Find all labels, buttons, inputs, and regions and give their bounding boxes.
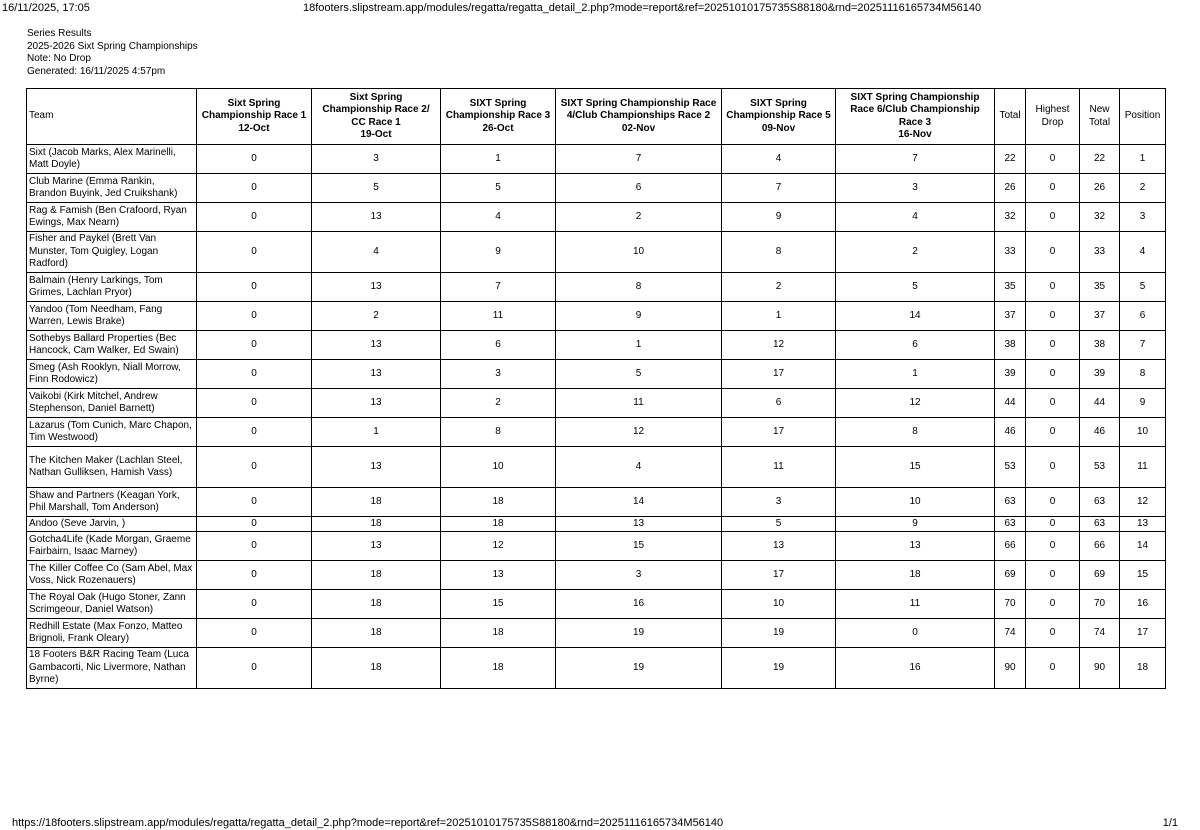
race-3-score: 1 xyxy=(441,145,556,174)
race-2-score: 18 xyxy=(312,561,441,590)
highest-drop-cell: 0 xyxy=(1026,232,1080,273)
position-cell: 2 xyxy=(1120,174,1166,203)
race-6-score: 0 xyxy=(836,619,995,648)
team-cell: Club Marine (Emma Rankin, Brandon Buyink, Jed Cruikshank) xyxy=(27,174,197,203)
highest-drop-cell: 0 xyxy=(1026,273,1080,302)
race-2-score: 2 xyxy=(312,302,441,331)
highest-drop-cell: 0 xyxy=(1026,331,1080,360)
race-2-score: 13 xyxy=(312,203,441,232)
race-4-score: 13 xyxy=(556,517,722,532)
new-total-cell: 44 xyxy=(1080,389,1120,418)
race-4-score: 12 xyxy=(556,418,722,447)
total-cell: 37 xyxy=(995,302,1026,331)
race-5-score: 8 xyxy=(722,232,836,273)
table-row xyxy=(27,389,1166,418)
print-footer xyxy=(0,815,1200,830)
race-6-score: 3 xyxy=(836,174,995,203)
table-row xyxy=(27,203,1166,232)
highest-drop-cell: 0 xyxy=(1026,302,1080,331)
total-cell: 63 xyxy=(995,517,1026,532)
race-4-score: 9 xyxy=(556,302,722,331)
position-cell: 18 xyxy=(1120,648,1166,689)
col-header-race-1 xyxy=(197,89,312,145)
race-5-score: 17 xyxy=(722,360,836,389)
new-total-cell: 90 xyxy=(1080,648,1120,689)
team-cell: The Kitchen Maker (Lachlan Steel, Nathan Gulliksen, Hamish Vass) xyxy=(27,447,197,488)
table-row xyxy=(27,418,1166,447)
new-total-cell: 26 xyxy=(1080,174,1120,203)
highest-drop-cell: 0 xyxy=(1026,648,1080,689)
new-total-cell: 33 xyxy=(1080,232,1120,273)
table-row xyxy=(27,302,1166,331)
race-5-score: 19 xyxy=(722,648,836,689)
table-row xyxy=(27,331,1166,360)
team-cell: Smeg (Ash Rooklyn, Niall Morrow, Finn Rodowicz) xyxy=(27,360,197,389)
series-info xyxy=(27,28,198,78)
race-1-score: 0 xyxy=(197,360,312,389)
highest-drop-cell: 0 xyxy=(1026,360,1080,389)
results-table xyxy=(26,88,1166,689)
series-heading: Series Results xyxy=(27,28,92,39)
col-header-team: Team xyxy=(27,89,197,145)
highest-drop-cell: 0 xyxy=(1026,517,1080,532)
race-5-score: 1 xyxy=(722,302,836,331)
race-3-score: 18 xyxy=(441,619,556,648)
race-4-score: 10 xyxy=(556,232,722,273)
race-2-score: 18 xyxy=(312,590,441,619)
position-cell: 12 xyxy=(1120,488,1166,517)
race-1-score: 0 xyxy=(197,174,312,203)
series-title: 2025-2026 Sixt Spring Championships xyxy=(27,40,198,52)
print-page-url: 18footers.slipstream.app/modules/regatta/regatta_detail_2.php?mode=report&ref=20251010175735S88180&rnd=20251116165734M56140 xyxy=(303,2,982,14)
total-cell: 22 xyxy=(995,145,1026,174)
position-cell: 14 xyxy=(1120,532,1166,561)
position-cell: 9 xyxy=(1120,389,1166,418)
position-cell: 11 xyxy=(1120,447,1166,488)
race-4-score: 14 xyxy=(556,488,722,517)
total-cell: 26 xyxy=(995,174,1026,203)
race-3-score: 6 xyxy=(441,331,556,360)
new-total-cell: 39 xyxy=(1080,360,1120,389)
race-date: 19-Oct xyxy=(360,129,392,140)
race-2-score: 13 xyxy=(312,331,441,360)
position-cell: 7 xyxy=(1120,331,1166,360)
total-cell: 33 xyxy=(995,232,1026,273)
race-1-score: 0 xyxy=(197,273,312,302)
table-row xyxy=(27,488,1166,517)
total-cell: 46 xyxy=(995,418,1026,447)
team-cell: 18 Footers B&R Racing Team (Luca Gambacorti, Nic Livermore, Nathan Byrne) xyxy=(27,648,197,689)
race-2-score: 18 xyxy=(312,517,441,532)
table-row xyxy=(27,561,1166,590)
table-row xyxy=(27,517,1166,532)
team-cell: Sixt (Jacob Marks, Alex Marinelli, Matt Doyle) xyxy=(27,145,197,174)
highest-drop-cell: 0 xyxy=(1026,590,1080,619)
position-cell: 6 xyxy=(1120,302,1166,331)
race-2-score: 18 xyxy=(312,619,441,648)
team-cell: Shaw and Partners (Keagan York, Phil Marshall, Tom Anderson) xyxy=(27,488,197,517)
race-2-score: 13 xyxy=(312,447,441,488)
race-3-score: 11 xyxy=(441,302,556,331)
race-6-score: 12 xyxy=(836,389,995,418)
race-name: SIXT Spring Championship Race 6/Club Championship Race 3 xyxy=(850,91,980,128)
race-6-score: 8 xyxy=(836,418,995,447)
race-6-score: 10 xyxy=(836,488,995,517)
race-1-score: 0 xyxy=(197,561,312,590)
total-cell: 63 xyxy=(995,488,1026,517)
highest-drop-cell: 0 xyxy=(1026,447,1080,488)
race-3-score: 15 xyxy=(441,590,556,619)
race-5-score: 3 xyxy=(722,488,836,517)
race-5-score: 2 xyxy=(722,273,836,302)
race-5-score: 6 xyxy=(722,389,836,418)
col-header-race-2 xyxy=(312,89,441,145)
header-row xyxy=(27,89,1166,145)
col-header-race-6 xyxy=(836,89,995,145)
race-name: Sixt Spring Championship Race 1 xyxy=(201,97,307,122)
race-6-score: 15 xyxy=(836,447,995,488)
race-2-score: 4 xyxy=(312,232,441,273)
race-3-score: 2 xyxy=(441,389,556,418)
race-2-score: 3 xyxy=(312,145,441,174)
print-header xyxy=(0,0,1200,16)
position-cell: 8 xyxy=(1120,360,1166,389)
table-row xyxy=(27,360,1166,389)
race-1-score: 0 xyxy=(197,447,312,488)
race-date: 12-Oct xyxy=(238,122,270,134)
total-cell: 90 xyxy=(995,648,1026,689)
race-1-score: 0 xyxy=(197,517,312,532)
col-header-race-3 xyxy=(441,89,556,145)
highest-drop-cell: 0 xyxy=(1026,619,1080,648)
highest-drop-cell: 0 xyxy=(1026,145,1080,174)
race-1-score: 0 xyxy=(197,203,312,232)
race-1-score: 0 xyxy=(197,488,312,517)
total-cell: 53 xyxy=(995,447,1026,488)
new-total-cell: 74 xyxy=(1080,619,1120,648)
table-row xyxy=(27,145,1166,174)
race-name: SIXT Spring Championship Race 3 xyxy=(445,97,551,122)
position-cell: 5 xyxy=(1120,273,1166,302)
race-date: 16-Nov xyxy=(898,129,932,140)
race-3-score: 18 xyxy=(441,517,556,532)
table-row xyxy=(27,232,1166,273)
new-total-cell: 38 xyxy=(1080,331,1120,360)
race-6-score: 14 xyxy=(836,302,995,331)
race-5-score: 17 xyxy=(722,418,836,447)
team-cell: Andoo (Seve Jarvin, ) xyxy=(27,517,197,532)
race-2-score: 1 xyxy=(312,418,441,447)
race-1-score: 0 xyxy=(197,532,312,561)
team-cell: Sothebys Ballard Properties (Bec Hancock, Cam Walker, Ed Swain) xyxy=(27,331,197,360)
race-3-score: 3 xyxy=(441,360,556,389)
race-2-score: 13 xyxy=(312,273,441,302)
race-4-score: 8 xyxy=(556,273,722,302)
race-5-score: 19 xyxy=(722,619,836,648)
race-4-score: 1 xyxy=(556,331,722,360)
table-row xyxy=(27,174,1166,203)
race-1-score: 0 xyxy=(197,418,312,447)
highest-drop-cell: 0 xyxy=(1026,389,1080,418)
race-3-score: 5 xyxy=(441,174,556,203)
race-4-score: 15 xyxy=(556,532,722,561)
race-name: SIXT Spring Championship Race 4/Club Championships Race 2 xyxy=(560,97,717,122)
team-cell: Gotcha4Life (Kade Morgan, Graeme Fairbairn, Isaac Marney) xyxy=(27,532,197,561)
total-cell: 35 xyxy=(995,273,1026,302)
new-total-cell: 22 xyxy=(1080,145,1120,174)
total-cell: 38 xyxy=(995,331,1026,360)
table-row xyxy=(27,447,1166,488)
position-cell: 16 xyxy=(1120,590,1166,619)
race-name: SIXT Spring Championship Race 5 xyxy=(726,97,831,122)
race-1-score: 0 xyxy=(197,619,312,648)
race-3-score: 18 xyxy=(441,648,556,689)
race-6-score: 2 xyxy=(836,232,995,273)
col-header-highest-drop: Highest Drop xyxy=(1026,89,1080,145)
team-cell: Balmain (Henry Larkings, Tom Grimes, Lachlan Pryor) xyxy=(27,273,197,302)
total-cell: 32 xyxy=(995,203,1026,232)
table-row xyxy=(27,590,1166,619)
col-header-race-5 xyxy=(722,89,836,145)
race-5-score: 13 xyxy=(722,532,836,561)
race-4-score: 6 xyxy=(556,174,722,203)
race-2-score: 13 xyxy=(312,389,441,418)
new-total-cell: 37 xyxy=(1080,302,1120,331)
new-total-cell: 32 xyxy=(1080,203,1120,232)
new-total-cell: 35 xyxy=(1080,273,1120,302)
col-header-position: Position xyxy=(1120,89,1166,145)
race-4-score: 2 xyxy=(556,203,722,232)
highest-drop-cell: 0 xyxy=(1026,488,1080,517)
race-6-score: 9 xyxy=(836,517,995,532)
race-5-score: 4 xyxy=(722,145,836,174)
race-6-score: 4 xyxy=(836,203,995,232)
page-number: 1/1 xyxy=(1162,817,1178,829)
race-4-score: 7 xyxy=(556,145,722,174)
print-footer-url: https://18footers.slipstream.app/modules/regatta/regatta_detail_2.php?mode=report&ref=20251010175735S88180&rnd=20251116165734M56140 xyxy=(12,817,724,829)
total-cell: 74 xyxy=(995,619,1026,648)
race-3-score: 9 xyxy=(441,232,556,273)
total-cell: 66 xyxy=(995,532,1026,561)
race-6-score: 7 xyxy=(836,145,995,174)
race-5-score: 12 xyxy=(722,331,836,360)
race-6-score: 18 xyxy=(836,561,995,590)
race-1-score: 0 xyxy=(197,331,312,360)
team-cell: Lazarus (Tom Cunich, Marc Chapon, Tim Westwood) xyxy=(27,418,197,447)
col-header-race-4 xyxy=(556,89,722,145)
race-3-score: 8 xyxy=(441,418,556,447)
race-3-score: 18 xyxy=(441,488,556,517)
race-6-score: 5 xyxy=(836,273,995,302)
race-2-score: 5 xyxy=(312,174,441,203)
highest-drop-cell: 0 xyxy=(1026,203,1080,232)
race-5-score: 10 xyxy=(722,590,836,619)
race-3-score: 7 xyxy=(441,273,556,302)
new-total-cell: 70 xyxy=(1080,590,1120,619)
race-4-score: 19 xyxy=(556,648,722,689)
race-date: 09-Nov xyxy=(761,122,796,134)
new-total-cell: 53 xyxy=(1080,447,1120,488)
position-cell: 4 xyxy=(1120,232,1166,273)
race-2-score: 18 xyxy=(312,488,441,517)
race-4-score: 16 xyxy=(556,590,722,619)
new-total-cell: 69 xyxy=(1080,561,1120,590)
position-cell: 15 xyxy=(1120,561,1166,590)
new-total-cell: 63 xyxy=(1080,488,1120,517)
total-cell: 44 xyxy=(995,389,1026,418)
generated-timestamp: Generated: 16/11/2025 4:57pm xyxy=(27,65,166,77)
race-name: Sixt Spring Championship Race 2/ CC Race 1 xyxy=(322,91,430,128)
table-row xyxy=(27,648,1166,689)
race-1-score: 0 xyxy=(197,590,312,619)
race-3-score: 4 xyxy=(441,203,556,232)
race-5-score: 9 xyxy=(722,203,836,232)
table-row xyxy=(27,532,1166,561)
race-4-score: 4 xyxy=(556,447,722,488)
total-cell: 39 xyxy=(995,360,1026,389)
race-4-score: 11 xyxy=(556,389,722,418)
drop-note: Note: No Drop xyxy=(27,53,91,64)
highest-drop-cell: 0 xyxy=(1026,418,1080,447)
race-1-score: 0 xyxy=(197,648,312,689)
team-cell: Yandoo (Tom Needham, Fang Warren, Lewis Brake) xyxy=(27,302,197,331)
race-4-score: 19 xyxy=(556,619,722,648)
position-cell: 10 xyxy=(1120,418,1166,447)
race-5-score: 7 xyxy=(722,174,836,203)
race-date: 26-Oct xyxy=(482,122,514,134)
race-3-score: 10 xyxy=(441,447,556,488)
new-total-cell: 63 xyxy=(1080,517,1120,532)
race-4-score: 5 xyxy=(556,360,722,389)
race-2-score: 13 xyxy=(312,532,441,561)
print-datetime: 16/11/2025, 17:05 xyxy=(2,2,90,14)
race-6-score: 11 xyxy=(836,590,995,619)
highest-drop-cell: 0 xyxy=(1026,561,1080,590)
race-6-score: 1 xyxy=(836,360,995,389)
col-header-total: Total xyxy=(995,89,1026,145)
highest-drop-cell: 0 xyxy=(1026,174,1080,203)
race-date: 02-Nov xyxy=(621,122,656,134)
race-4-score: 3 xyxy=(556,561,722,590)
table-row xyxy=(27,619,1166,648)
race-3-score: 12 xyxy=(441,532,556,561)
race-2-score: 18 xyxy=(312,648,441,689)
race-3-score: 13 xyxy=(441,561,556,590)
race-1-score: 0 xyxy=(197,232,312,273)
race-1-score: 0 xyxy=(197,389,312,418)
team-cell: The Killer Coffee Co (Sam Abel, Max Voss, Nick Rozenauers) xyxy=(27,561,197,590)
position-cell: 1 xyxy=(1120,145,1166,174)
team-cell: Rag & Famish (Ben Crafoord, Ryan Ewings, Max Nearn) xyxy=(27,203,197,232)
new-total-cell: 46 xyxy=(1080,418,1120,447)
race-2-score: 13 xyxy=(312,360,441,389)
new-total-cell: 66 xyxy=(1080,532,1120,561)
race-6-score: 6 xyxy=(836,331,995,360)
race-5-score: 11 xyxy=(722,447,836,488)
race-6-score: 13 xyxy=(836,532,995,561)
col-header-new-total: New Total xyxy=(1080,89,1120,145)
team-cell: Redhill Estate (Max Fonzo, Matteo Brignoli, Frank Oleary) xyxy=(27,619,197,648)
position-cell: 3 xyxy=(1120,203,1166,232)
table-row xyxy=(27,273,1166,302)
position-cell: 17 xyxy=(1120,619,1166,648)
team-cell: Fisher and Paykel (Brett Van Munster, Tom Quigley, Logan Radford) xyxy=(27,232,197,273)
highest-drop-cell: 0 xyxy=(1026,532,1080,561)
race-5-score: 5 xyxy=(722,517,836,532)
team-cell: The Royal Oak (Hugo Stoner, Zann Scrimgeour, Daniel Watson) xyxy=(27,590,197,619)
position-cell: 13 xyxy=(1120,517,1166,532)
race-1-score: 0 xyxy=(197,302,312,331)
race-6-score: 16 xyxy=(836,648,995,689)
team-cell: Vaikobi (Kirk Mitchel, Andrew Stephenson, Daniel Barnett) xyxy=(27,389,197,418)
race-5-score: 17 xyxy=(722,561,836,590)
total-cell: 69 xyxy=(995,561,1026,590)
race-1-score: 0 xyxy=(197,145,312,174)
total-cell: 70 xyxy=(995,590,1026,619)
